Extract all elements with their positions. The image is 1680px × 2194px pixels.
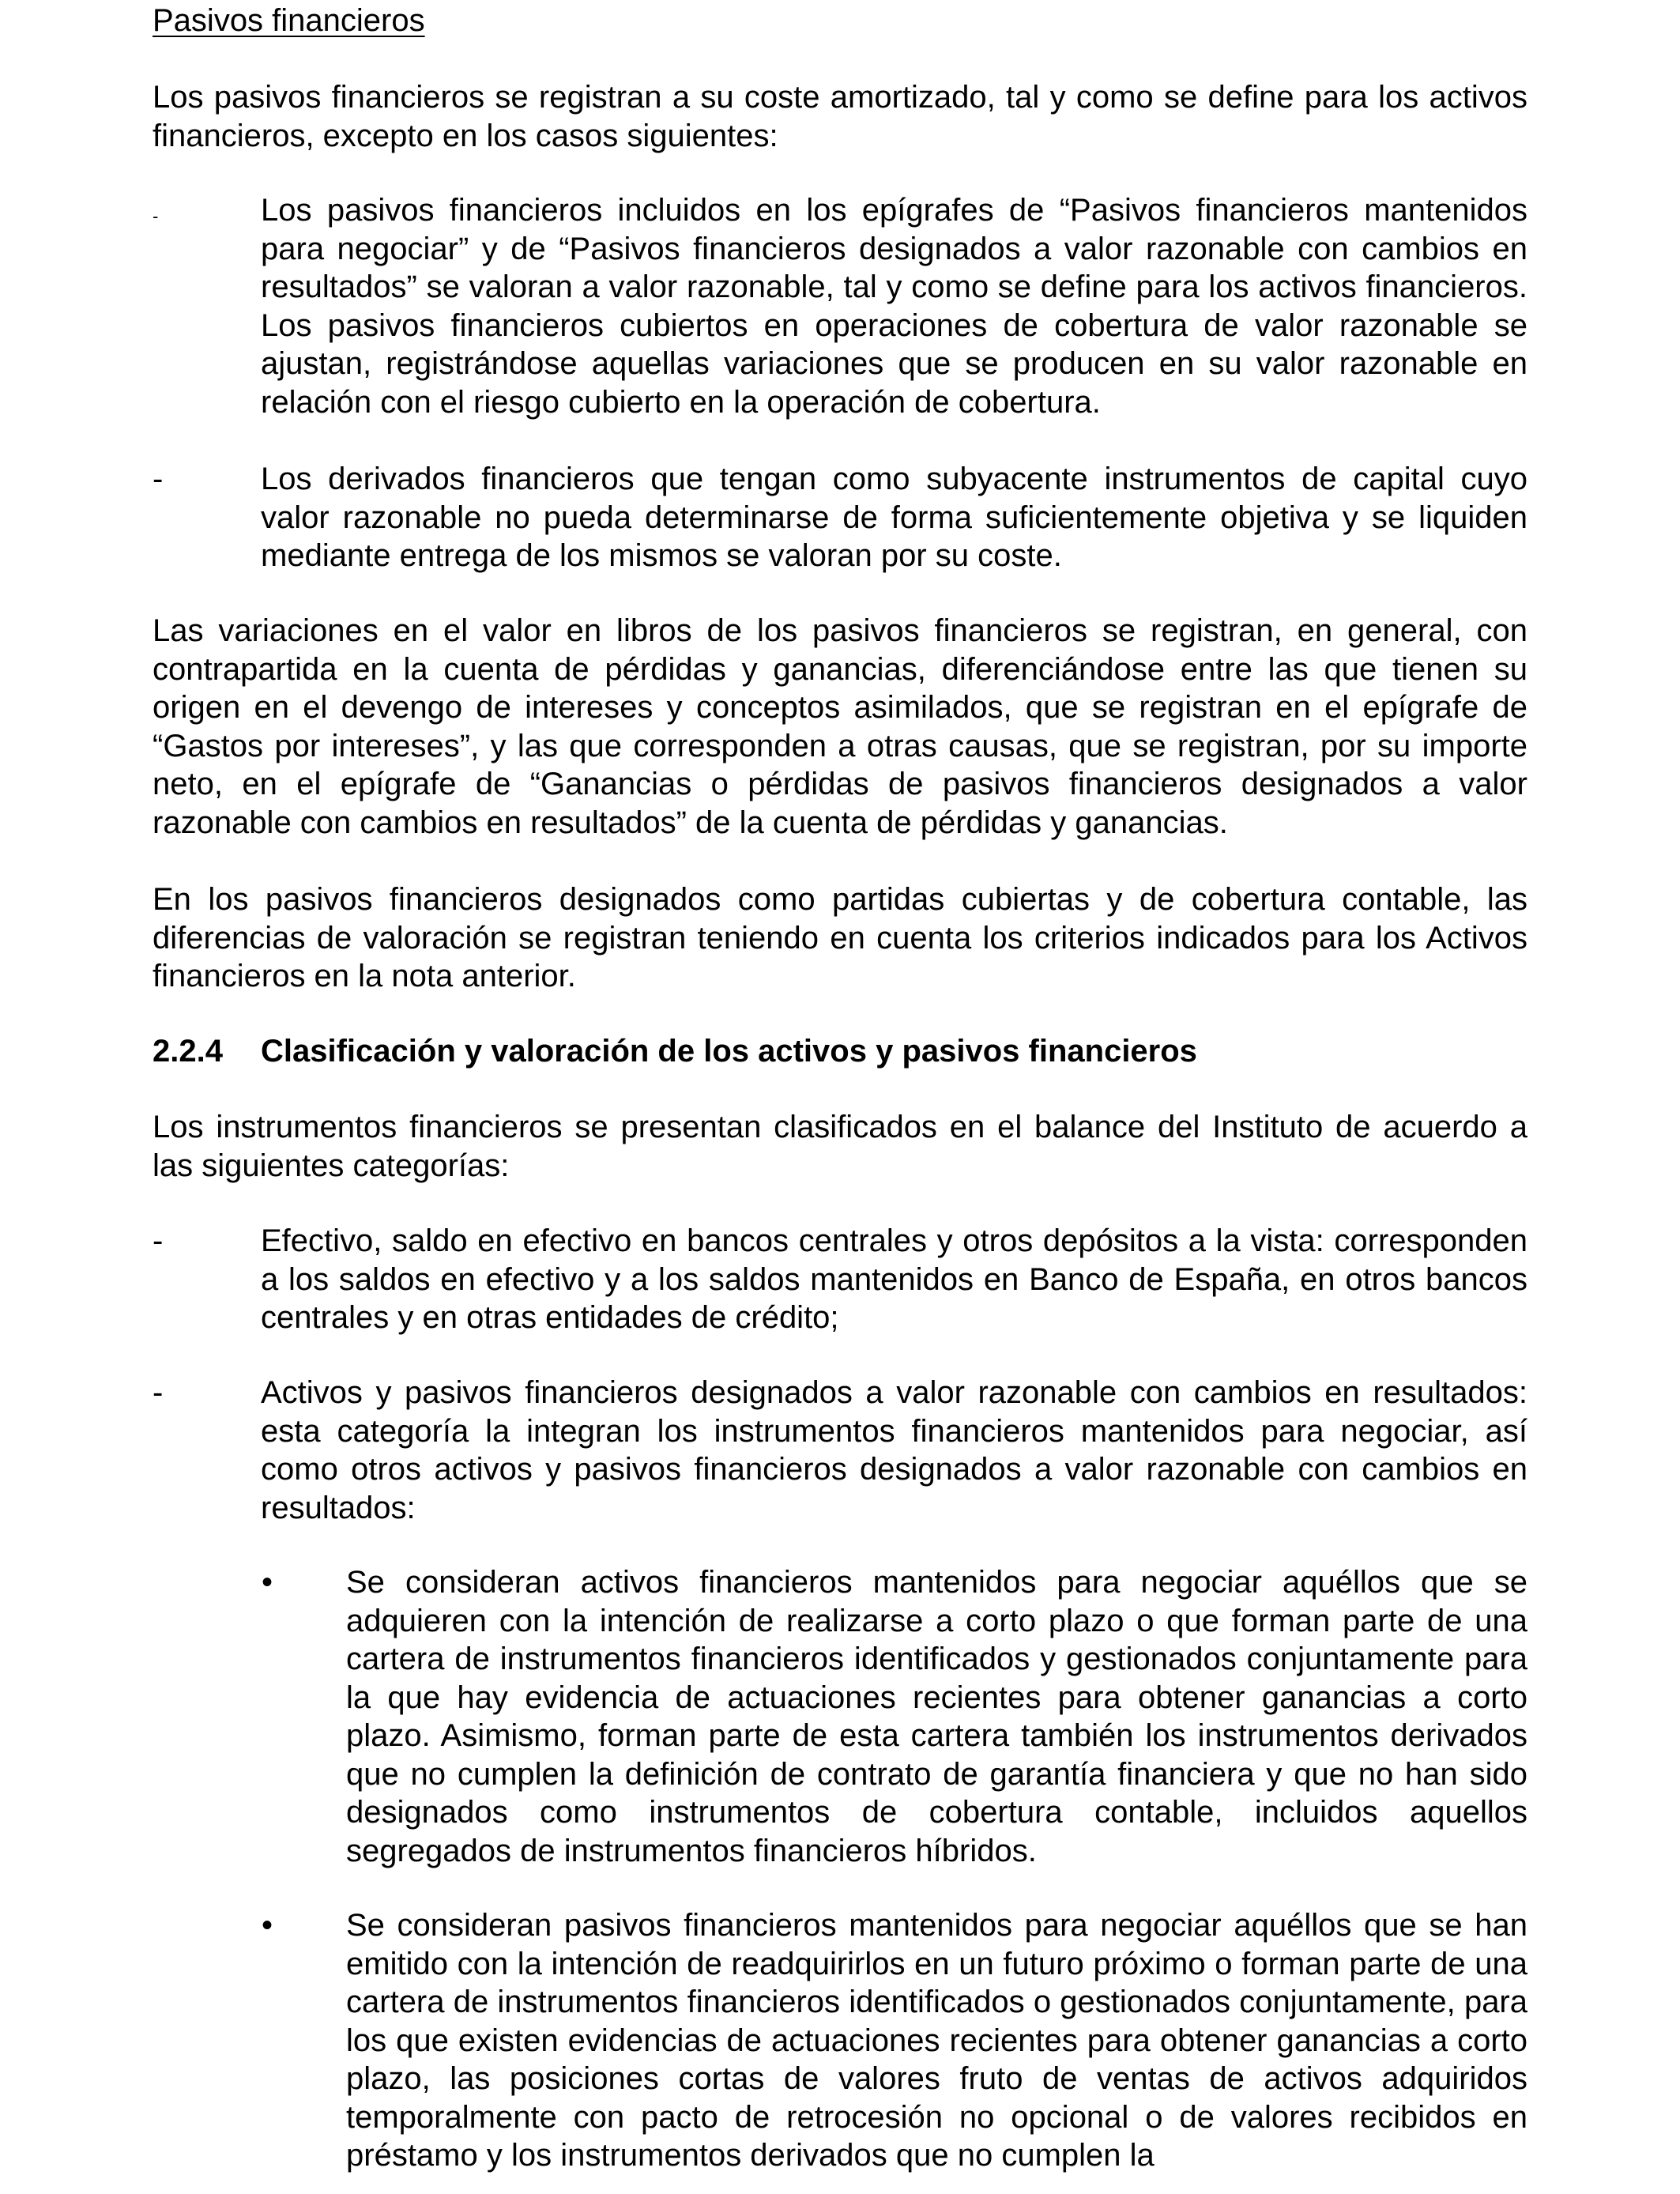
bullet-item-text: Se consideran activos financieros mantenidos para negociar aquéllos que se adquieren con la intención de realizarse a corto plazo o que forman parte de una cartera de instrumentos financieros identificados y gestionados conjuntamente para la que hay evidencia de actuaciones recientes para obtener ganancias a corto plazo. Asimismo, forman parte de esta cartera también los instrumentos derivados que no cumplen la definición de contrato de garantía financiera y que no han sido designados como instrumentos de cobertura contable, incluidos aquellos segregados de instrumentos financieros híbridos.	[346, 1565, 1527, 1868]
dash-marker: -	[153, 1223, 164, 1258]
section-title: Clasificación y valoración de los activos y pasivos financieros	[261, 1034, 1197, 1069]
list-item-text: Efectivo, saldo en efectivo en bancos centrales y otros depósitos a la vista: corresponden a los saldos en efectivo y a los saldos mantenidos en Banco de España, en otros bancos centrales y en otras entidades de crédito;	[261, 1223, 1527, 1335]
section-heading	[153, 1032, 1527, 1071]
dash-marker: -	[153, 206, 159, 226]
bullet-item-text: Se consideran pasivos financieros mantenidos para negociar aquéllos que se han emitido con la intención de readquirirlos en un futuro próximo o forman parte de una cartera de instrumentos financieros identificados o gestionados conjuntamente, para los que existen evidencias de actuaciones recientes para obtener ganancias a corto plazo, las posiciones cortas de valores fruto de ventas de activos adquiridos temporalmente con pacto de retrocesión no opcional o de valores recibidos en préstamo y los instrumentos derivados que no cumplen la	[346, 1908, 1527, 2173]
bullet-icon: •	[261, 1565, 273, 1600]
variations-paragraph: Las variaciones en el valor en libros de los pasivos financieros se registran, en general, con contrapartida en la cuenta de pérdidas y ganancias, diferenciándose entre las que tienen su origen en el devengo de intereses y conceptos asimilados, que se registran en el epígrafe de “Gastos por intereses”, y las que corresponden a otras causas, que se registran, por su importe neto, en el epígrafe de “Ganancias o pérdidas de pasivos financieros designados a valor razonable con cambios en resultados” de la cuenta de pérdidas y ganancias.	[153, 613, 1527, 840]
subsection-heading: Pasivos financieros	[153, 3, 425, 38]
hedging-paragraph: En los pasivos financieros designados como partidas cubiertas y de cobertura contable, las diferencias de valoración se registran teniendo en cuenta los criterios indicados para los Activos financieros en la nota anterior.	[153, 882, 1527, 993]
list-item-text: Los derivados financieros que tengan como subyacente instrumentos de capital cuyo valor razonable no pueda determinarse de forma suficientemente objetiva y se liquiden mediante entrega de los mismos se valoran por su coste.	[261, 462, 1527, 573]
list-item-text: Activos y pasivos financieros designados a valor razonable con cambios en resultados: esta categoría la integran los instrumentos financieros mantenidos para negociar, así como otros activos y pasivos financieros designados a valor razonable con cambios en resultados:	[261, 1375, 1527, 1525]
section-number: 2.2.4	[153, 1034, 223, 1069]
section-intro-paragraph: Los instrumentos financieros se presentan clasificados en el balance del Instituto de acuerdo a las siguientes categorías:	[153, 1110, 1527, 1183]
dash-marker: -	[153, 462, 164, 496]
intro-paragraph: Los pasivos financieros se registran a su coste amortizado, tal y como se define para los activos financieros, excepto en los casos siguientes:	[153, 80, 1527, 153]
list-item-text: Los pasivos financieros incluidos en los epígrafes de “Pasivos financieros mantenidos para negociar” y de “Pasivos financieros designados a valor razonable con cambios en resultados” se valoran a valor razonable, tal y como se define para los activos financieros. Los pasivos financieros cubiertos en operaciones de cobertura de valor razonable se ajustan, registrándose aquellas variaciones que se producen en su valor razonable en relación con el riesgo cubierto en la operación de cobertura.	[261, 193, 1527, 420]
bullet-icon: •	[261, 1908, 273, 1943]
dash-marker: -	[153, 1375, 164, 1410]
